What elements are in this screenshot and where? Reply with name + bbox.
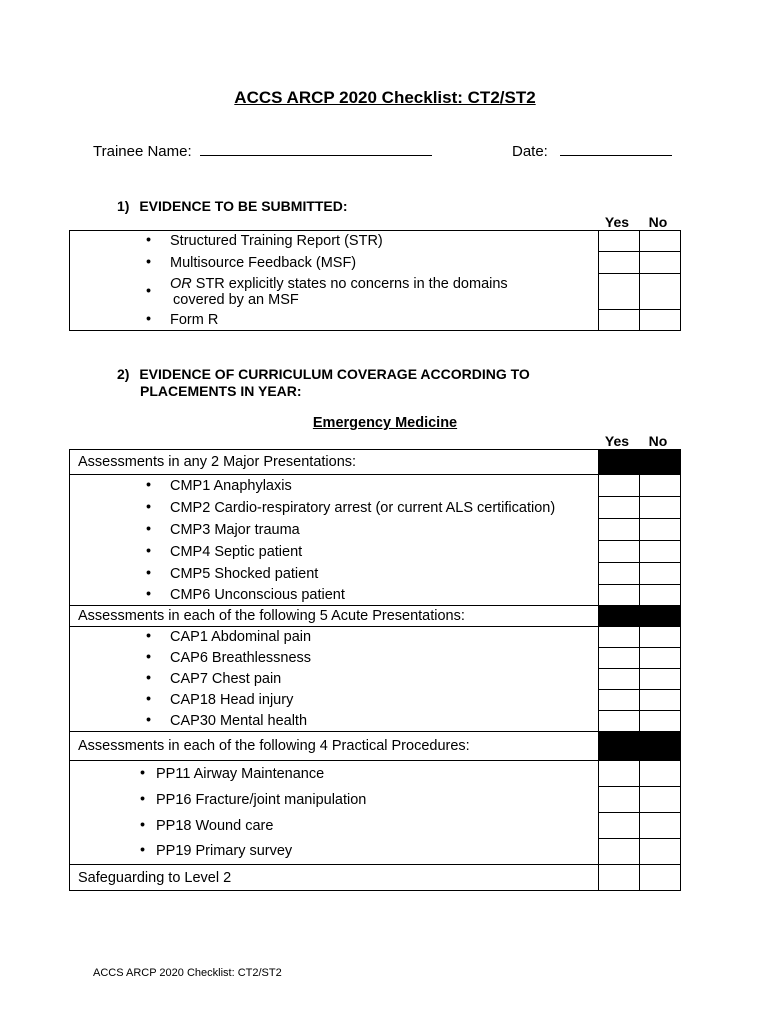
list-item: • Form R	[70, 310, 599, 331]
yes-checkbox[interactable]	[599, 563, 640, 585]
table-row	[70, 732, 681, 761]
safeguarding-label: Safeguarding to Level 2	[70, 865, 599, 891]
table-row	[70, 563, 681, 585]
blocked-cell	[640, 732, 681, 761]
blocked-cell	[599, 606, 640, 627]
table-row	[70, 865, 681, 891]
list-item: • CMP5 Shocked patient	[70, 563, 599, 585]
table-row	[70, 231, 681, 252]
table-row	[70, 274, 681, 310]
yes-checkbox[interactable]	[599, 585, 640, 606]
table-row	[70, 450, 681, 475]
section1-number: 1)	[117, 198, 130, 214]
no-checkbox[interactable]	[640, 252, 681, 274]
table-row	[70, 585, 681, 606]
no-checkbox[interactable]	[640, 497, 681, 519]
yes-checkbox[interactable]	[599, 669, 640, 690]
group-label-practical: Assessments in each of the following 4 Practical Procedures:	[70, 732, 599, 761]
table-row	[70, 475, 681, 497]
yes-checkbox[interactable]	[599, 627, 640, 648]
no-checkbox[interactable]	[640, 787, 681, 813]
yes-checkbox[interactable]	[599, 252, 640, 274]
list-item: • CAP7 Chest pain	[70, 669, 599, 690]
group-label-acute: Assessments in each of the following 5 Acute Presentations:	[70, 606, 599, 627]
date-label: Date:	[512, 143, 548, 160]
group-label-major: Assessments in any 2 Major Presentations:	[70, 450, 599, 475]
table-row	[70, 310, 681, 331]
list-item: • CMP4 Septic patient	[70, 541, 599, 563]
no-checkbox[interactable]	[640, 274, 681, 310]
section2-no-header: No	[648, 433, 668, 449]
list-item: • CAP1 Abdominal pain	[70, 627, 599, 648]
no-checkbox[interactable]	[640, 865, 681, 891]
yes-checkbox[interactable]	[599, 274, 640, 310]
section2-heading	[117, 366, 530, 400]
section1-title: EVIDENCE TO BE SUBMITTED:	[139, 198, 348, 214]
no-checkbox[interactable]	[640, 813, 681, 839]
trainee-name-field[interactable]	[200, 143, 432, 156]
section1-no-header: No	[648, 214, 668, 230]
table-row	[70, 813, 681, 839]
yes-checkbox[interactable]	[599, 475, 640, 497]
section2-title-line1: EVIDENCE OF CURRICULUM COVERAGE ACCORDING TO	[139, 366, 530, 382]
table-row	[70, 787, 681, 813]
list-item: • PP19 Primary survey	[70, 839, 599, 865]
list-item: • CMP3 Major trauma	[70, 519, 599, 541]
list-item: • CAP6 Breathlessness	[70, 648, 599, 669]
yes-checkbox[interactable]	[599, 839, 640, 865]
no-checkbox[interactable]	[640, 541, 681, 563]
emergency-medicine-heading: Emergency Medicine	[312, 415, 458, 431]
blocked-cell	[599, 732, 640, 761]
section1-heading	[117, 198, 348, 214]
date-field[interactable]	[560, 143, 672, 156]
table-row	[70, 606, 681, 627]
table-row	[70, 711, 681, 732]
list-item-text: STR explicitly states no concerns in the domains	[195, 275, 508, 292]
no-checkbox[interactable]	[640, 519, 681, 541]
no-checkbox[interactable]	[640, 475, 681, 497]
table-row	[70, 761, 681, 787]
section2-yes-header: Yes	[604, 433, 630, 449]
list-item: • PP11 Airway Maintenance	[70, 761, 599, 787]
yes-checkbox[interactable]	[599, 690, 640, 711]
no-checkbox[interactable]	[640, 231, 681, 252]
yes-checkbox[interactable]	[599, 711, 640, 732]
no-checkbox[interactable]	[640, 669, 681, 690]
yes-checkbox[interactable]	[599, 813, 640, 839]
or-word: OR	[170, 275, 192, 292]
no-checkbox[interactable]	[640, 648, 681, 669]
yes-checkbox[interactable]	[599, 310, 640, 331]
evidence-table	[69, 230, 681, 331]
section2-title-line2: PLACEMENTS IN YEAR:	[140, 383, 302, 399]
page-footer: ACCS ARCP 2020 Checklist: CT2/ST2	[93, 967, 282, 979]
yes-checkbox[interactable]	[599, 761, 640, 787]
list-item: • CMP2 Cardio-respiratory arrest (or current ALS certification)	[70, 497, 599, 519]
yes-checkbox[interactable]	[599, 519, 640, 541]
yes-checkbox[interactable]	[599, 231, 640, 252]
trainee-name-row	[93, 143, 432, 160]
section1-yes-header: Yes	[604, 214, 630, 230]
list-item-text: covered by an MSF	[173, 291, 299, 308]
table-row	[70, 690, 681, 711]
list-item: • Multisource Feedback (MSF)	[70, 252, 599, 274]
table-row	[70, 541, 681, 563]
yes-checkbox[interactable]	[599, 541, 640, 563]
yes-checkbox[interactable]	[599, 865, 640, 891]
list-item: • CMP6 Unconscious patient	[70, 585, 599, 606]
list-item: • PP18 Wound care	[70, 813, 599, 839]
table-row	[70, 648, 681, 669]
no-checkbox[interactable]	[640, 839, 681, 865]
list-item: • CMP1 Anaphylaxis	[70, 475, 599, 497]
blocked-cell	[640, 450, 681, 475]
list-item: • CAP18 Head injury	[70, 690, 599, 711]
date-row	[512, 143, 672, 160]
list-item: • PP16 Fracture/joint manipulation	[70, 787, 599, 813]
trainee-name-label: Trainee Name:	[93, 143, 192, 160]
blocked-cell	[599, 450, 640, 475]
table-row	[70, 669, 681, 690]
section2-number: 2)	[117, 366, 130, 382]
yes-checkbox[interactable]	[599, 648, 640, 669]
page-title: ACCS ARCP 2020 Checklist: CT2/ST2	[234, 88, 536, 107]
no-checkbox[interactable]	[640, 563, 681, 585]
no-checkbox[interactable]	[640, 627, 681, 648]
yes-checkbox[interactable]	[599, 787, 640, 813]
curriculum-table	[69, 449, 681, 891]
no-checkbox[interactable]	[640, 585, 681, 606]
table-row	[70, 627, 681, 648]
list-item	[70, 274, 599, 310]
no-checkbox[interactable]	[640, 711, 681, 732]
list-item: • CAP30 Mental health	[70, 711, 599, 732]
table-row	[70, 839, 681, 865]
no-checkbox[interactable]	[640, 761, 681, 787]
no-checkbox[interactable]	[640, 690, 681, 711]
yes-checkbox[interactable]	[599, 497, 640, 519]
table-row	[70, 519, 681, 541]
table-row	[70, 497, 681, 519]
blocked-cell	[640, 606, 681, 627]
table-row	[70, 252, 681, 274]
no-checkbox[interactable]	[640, 310, 681, 331]
list-item: • Structured Training Report (STR)	[70, 231, 599, 252]
